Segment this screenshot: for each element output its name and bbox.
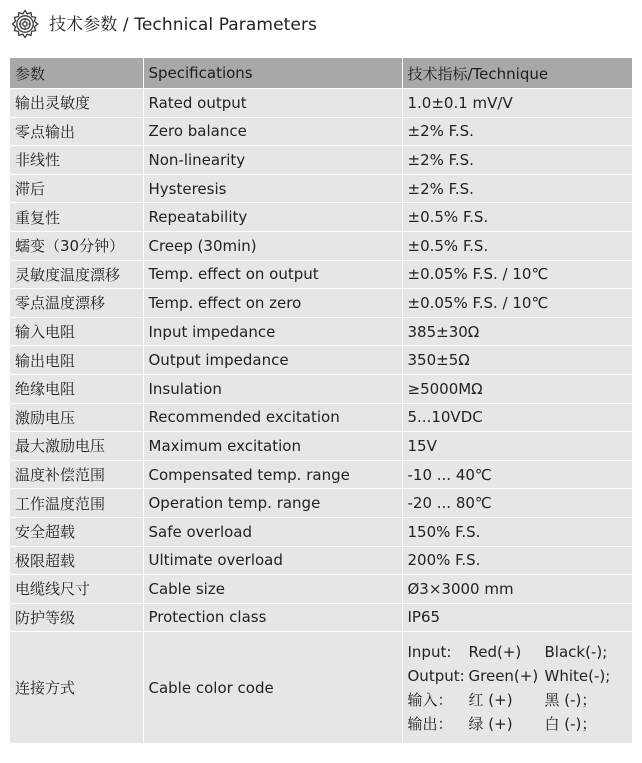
cell-param: 非线性	[10, 146, 143, 175]
color-code-positive: 红 (+)	[468, 690, 513, 709]
table-row	[10, 174, 632, 203]
cell-param: 安全超载	[10, 517, 143, 546]
table-row	[10, 517, 632, 546]
cell-param: 防护等级	[10, 603, 143, 632]
cell-value: Ø3×3000 mm	[402, 575, 632, 604]
cell-value: ±0.5% F.S.	[402, 231, 632, 260]
cell-param: 温度补偿范围	[10, 460, 143, 489]
cell-param: 重复性	[10, 203, 143, 232]
cell-param: 最大激励电压	[10, 432, 143, 461]
table-row	[10, 432, 632, 461]
color-code-positive: Green(+)	[468, 666, 539, 685]
cell-spec: Safe overload	[143, 517, 402, 546]
table-row	[10, 575, 632, 604]
table-row	[10, 117, 632, 146]
table-row	[10, 317, 632, 346]
header-param: 参数	[10, 58, 143, 89]
cell-value-color-code	[402, 632, 632, 744]
cell-param: 输入电阻	[10, 317, 143, 346]
gear-icon	[8, 7, 42, 41]
cell-spec: Ultimate overload	[143, 546, 402, 575]
cell-value: ±0.05% F.S. / 10℃	[402, 289, 632, 318]
color-code-positive: Red(+)	[468, 642, 522, 661]
table-row	[10, 460, 632, 489]
color-code-label: Output:	[407, 666, 465, 685]
color-code-negative: 黑 (-)；	[544, 690, 597, 709]
cell-value: ±0.5% F.S.	[402, 203, 632, 232]
cell-spec: Temp. effect on output	[143, 260, 402, 289]
color-code-label: 输出：	[407, 714, 453, 733]
table-row-cable-color	[10, 632, 632, 744]
cell-spec: Creep (30min)	[143, 231, 402, 260]
cell-param: 电缆线尺寸	[10, 575, 143, 604]
table-row	[10, 231, 632, 260]
color-code-negative: Black(-);	[544, 642, 608, 661]
cell-value: ±2% F.S.	[402, 117, 632, 146]
cell-value: ±0.05% F.S. / 10℃	[402, 260, 632, 289]
cell-spec: Cable color code	[143, 632, 402, 744]
table-row	[10, 203, 632, 232]
table-row	[10, 489, 632, 518]
cell-value: -10 ... 40℃	[402, 460, 632, 489]
cell-spec: Temp. effect on zero	[143, 289, 402, 318]
cell-spec: Cable size	[143, 575, 402, 604]
parameters-table	[10, 58, 632, 744]
cell-spec: Compensated temp. range	[143, 460, 402, 489]
color-code-label: 输入：	[407, 690, 453, 709]
color-code-positive: 绿 (+)	[468, 714, 513, 733]
cell-value: 5...10VDC	[402, 403, 632, 432]
page-header	[0, 0, 642, 54]
cell-param: 输出电阻	[10, 346, 143, 375]
cell-value: 350±5Ω	[402, 346, 632, 375]
cell-param: 零点输出	[10, 117, 143, 146]
cell-param: 零点温度漂移	[10, 289, 143, 318]
cell-spec: Output impedance	[143, 346, 402, 375]
cell-param: 连接方式	[10, 632, 143, 744]
cell-spec: Zero balance	[143, 117, 402, 146]
cell-spec: Maximum excitation	[143, 432, 402, 461]
table-row	[10, 374, 632, 403]
table-row	[10, 346, 632, 375]
cell-param: 滞后	[10, 174, 143, 203]
table-row	[10, 546, 632, 575]
cell-value: 15V	[402, 432, 632, 461]
table-row	[10, 89, 632, 118]
cell-value: ≥5000MΩ	[402, 374, 632, 403]
cell-param: 蠕变（30分钟）	[10, 231, 143, 260]
page-title: 技术参数 / Technical Parameters	[49, 15, 318, 35]
cell-spec: Insulation	[143, 374, 402, 403]
cell-value: 1.0±0.1 mV/V	[402, 89, 632, 118]
cell-value: ±2% F.S.	[402, 174, 632, 203]
table-row	[10, 603, 632, 632]
cell-param: 工作温度范围	[10, 489, 143, 518]
cell-value: 150% F.S.	[402, 517, 632, 546]
cell-param: 极限超载	[10, 546, 143, 575]
cell-spec: Repeatability	[143, 203, 402, 232]
cell-param: 绝缘电阻	[10, 374, 143, 403]
header-value: 技术指标/Technique	[402, 58, 632, 89]
table-row	[10, 260, 632, 289]
table-row	[10, 403, 632, 432]
cell-value: ±2% F.S.	[402, 146, 632, 175]
table-header-row	[10, 58, 632, 89]
table-row	[10, 289, 632, 318]
color-code-label: Input:	[407, 642, 452, 661]
cell-param: 输出灵敏度	[10, 89, 143, 118]
cell-value: 385±30Ω	[402, 317, 632, 346]
cell-spec: Input impedance	[143, 317, 402, 346]
cell-spec: Protection class	[143, 603, 402, 632]
cell-spec: Rated output	[143, 89, 402, 118]
color-code-negative: White(-);	[544, 666, 611, 685]
cell-param: 灵敏度温度漂移	[10, 260, 143, 289]
color-code-grid	[408, 641, 633, 735]
cell-value: -20 ... 80℃	[402, 489, 632, 518]
cell-spec: Hysteresis	[143, 174, 402, 203]
header-spec: Specifications	[143, 58, 402, 89]
cell-value: IP65	[402, 603, 632, 632]
table-row	[10, 146, 632, 175]
cell-spec: Recommended excitation	[143, 403, 402, 432]
color-code-negative: 白 (-)；	[544, 714, 597, 733]
cell-spec: Operation temp. range	[143, 489, 402, 518]
cell-value: 200% F.S.	[402, 546, 632, 575]
cell-param: 激励电压	[10, 403, 143, 432]
cell-spec: Non-linearity	[143, 146, 402, 175]
